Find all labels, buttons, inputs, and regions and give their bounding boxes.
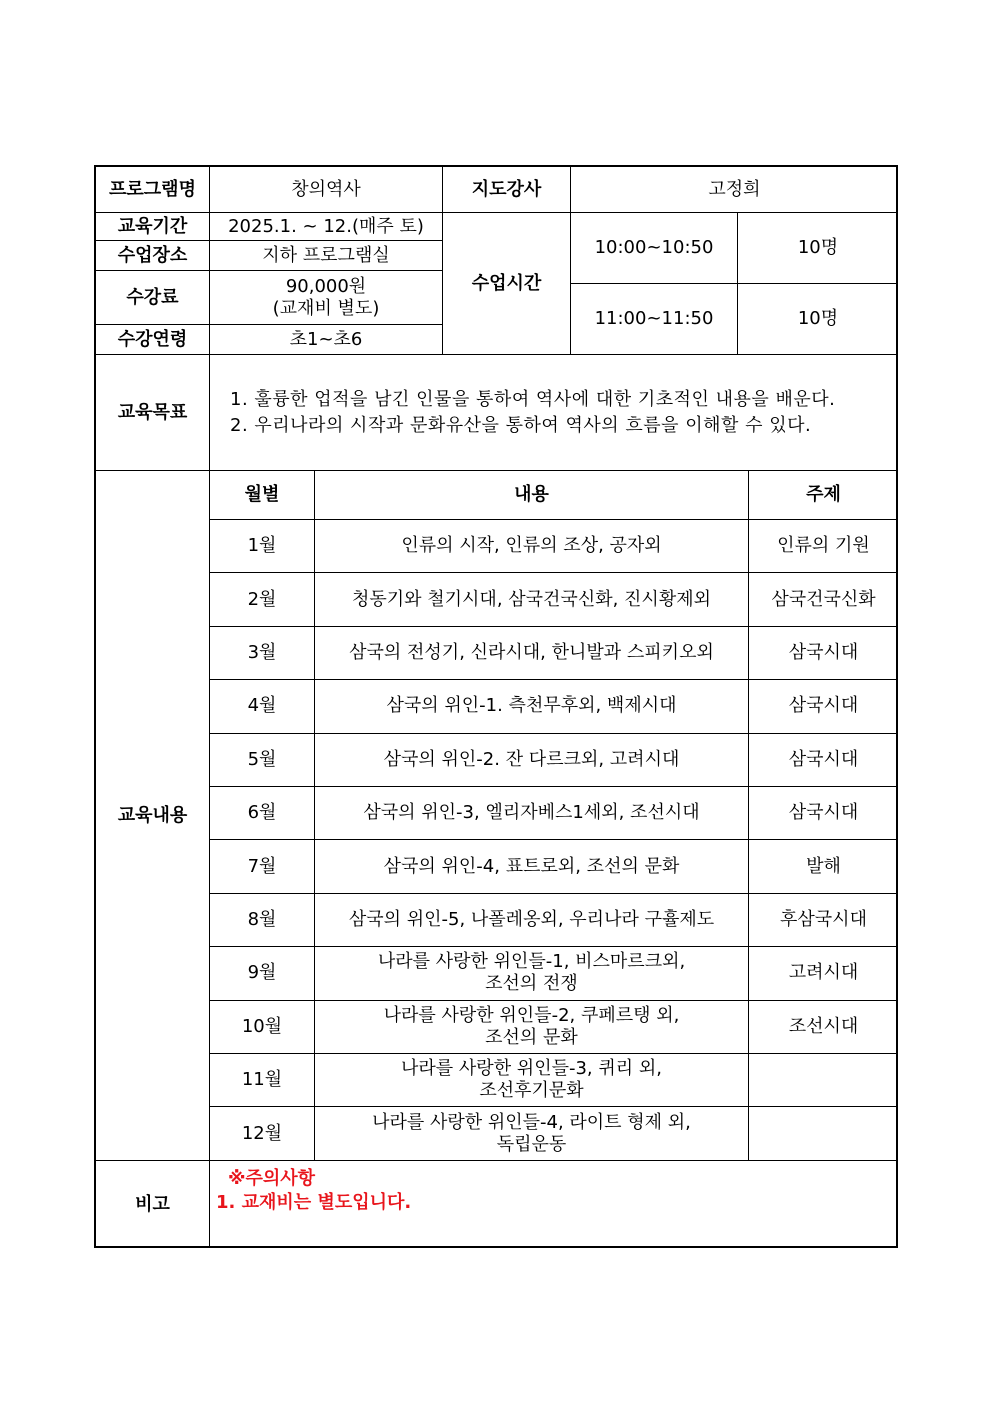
remarks-label: 비고 <box>96 1161 210 1248</box>
row-content-line: 조선의 문화 <box>485 1026 578 1048</box>
row-month: 2월 <box>210 573 315 626</box>
caution-heading: ※주의사항 <box>228 1168 316 1189</box>
row-topic: 인류의 기원 <box>749 520 898 573</box>
fee-label: 수강료 <box>96 271 210 325</box>
row-month: 1월 <box>210 520 315 573</box>
goals-label: 교육목표 <box>96 355 210 471</box>
row-content <box>315 1054 749 1107</box>
age-label: 수강연령 <box>96 325 210 355</box>
row-month: 10월 <box>210 1001 315 1054</box>
row-topic: 삼국시대 <box>749 787 898 840</box>
fee-value <box>210 271 443 325</box>
instructor-value: 고정희 <box>571 167 898 213</box>
header-content: 내용 <box>315 471 749 520</box>
header-month: 월별 <box>210 471 315 520</box>
row-topic: 발해 <box>749 840 898 893</box>
row-content-line: 삼국의 위인-5, 나폴레옹외, 우리나라 구휼제도 <box>348 908 715 930</box>
row-content-line: 조선후기문화 <box>479 1080 584 1102</box>
program-value: 창의역사 <box>210 167 443 213</box>
goal-line-2: 2. 우리나라의 시작과 문화유산을 통하여 역사의 흐름을 이해할 수 있다. <box>230 414 812 436</box>
row-content-line: 삼국의 위인-4, 표트로외, 조선의 문화 <box>383 855 680 877</box>
time-label: 수업시간 <box>443 213 571 355</box>
row-topic <box>749 1054 898 1107</box>
row-content <box>315 680 749 733</box>
row-topic: 후삼국시대 <box>749 894 898 947</box>
program-info-table <box>94 165 898 1248</box>
row-topic: 삼국건국신화 <box>749 573 898 626</box>
age-value: 초1~초6 <box>210 325 443 355</box>
row-topic: 삼국시대 <box>749 680 898 733</box>
place-label: 수업장소 <box>96 241 210 271</box>
row-content-line: 나라를 사랑한 위인들-4, 라이트 형제 외, <box>372 1111 691 1133</box>
row-content <box>315 573 749 626</box>
row-content-line: 삼국의 위인-2. 잔 다르크외, 고려시대 <box>383 748 680 770</box>
row-content <box>315 840 749 893</box>
row-month: 4월 <box>210 680 315 733</box>
row-month: 7월 <box>210 840 315 893</box>
row-content <box>315 787 749 840</box>
row-month: 8월 <box>210 894 315 947</box>
row-topic <box>749 1107 898 1160</box>
row-content <box>315 894 749 947</box>
period-label: 교육기간 <box>96 213 210 241</box>
curriculum-label: 교육내용 <box>96 471 210 1161</box>
row-content <box>315 1107 749 1160</box>
row-content-line: 나라를 사랑한 위인들-2, 쿠페르탱 외, <box>383 1004 680 1026</box>
row-content-line: 독립운동 <box>496 1133 567 1155</box>
row-content-line: 나라를 사랑한 위인들-3, 퀴리 외, <box>401 1058 662 1080</box>
session-1-capacity: 10명 <box>738 213 898 284</box>
row-topic: 조선시대 <box>749 1001 898 1054</box>
row-content-line: 조선의 전쟁 <box>485 973 578 995</box>
row-content <box>315 734 749 787</box>
row-content-line: 삼국의 위인-1. 측천무후외, 백제시대 <box>386 695 677 717</box>
row-topic: 삼국시대 <box>749 627 898 680</box>
row-content-line: 삼국의 위인-3, 엘리자베스1세외, 조선시대 <box>363 802 700 824</box>
remarks-note <box>210 1161 898 1248</box>
row-month: 12월 <box>210 1107 315 1160</box>
place-value: 지하 프로그램실 <box>210 241 443 271</box>
row-content-line: 인류의 시작, 인류의 조상, 공자외 <box>401 535 662 557</box>
row-month: 9월 <box>210 947 315 1000</box>
row-content-line: 삼국의 전성기, 신라시대, 한니발과 스피키오외 <box>349 641 714 663</box>
row-content <box>315 947 749 1000</box>
row-month: 5월 <box>210 734 315 787</box>
fee-note: (교재비 별도) <box>272 297 380 319</box>
goal-line-1: 1. 훌륭한 업적을 남긴 인물을 통하여 역사에 대한 기초적인 내용을 배운다. <box>230 388 836 410</box>
period-value: 2025.1. ~ 12.(매주 토) <box>210 213 443 241</box>
session-1-time: 10:00~10:50 <box>571 213 738 284</box>
row-topic: 고려시대 <box>749 947 898 1000</box>
row-month: 11월 <box>210 1054 315 1107</box>
instructor-label: 지도강사 <box>443 167 571 213</box>
program-label: 프로그램명 <box>96 167 210 213</box>
row-month: 3월 <box>210 627 315 680</box>
row-content-line: 청동기와 철기시대, 삼국건국신화, 진시황제외 <box>352 588 711 610</box>
row-content-line: 나라를 사랑한 위인들-1, 비스마르크외, <box>377 951 686 973</box>
row-content <box>315 627 749 680</box>
session-2-capacity: 10명 <box>738 284 898 355</box>
row-month: 6월 <box>210 787 315 840</box>
fee-amount: 90,000원 <box>285 275 367 297</box>
caution-line: 1. 교재비는 별도입니다. <box>216 1192 412 1213</box>
session-2-time: 11:00~11:50 <box>571 284 738 355</box>
header-topic: 주제 <box>749 471 898 520</box>
row-topic: 삼국시대 <box>749 734 898 787</box>
row-content <box>315 1001 749 1054</box>
row-content <box>315 520 749 573</box>
goals-text <box>210 355 898 471</box>
